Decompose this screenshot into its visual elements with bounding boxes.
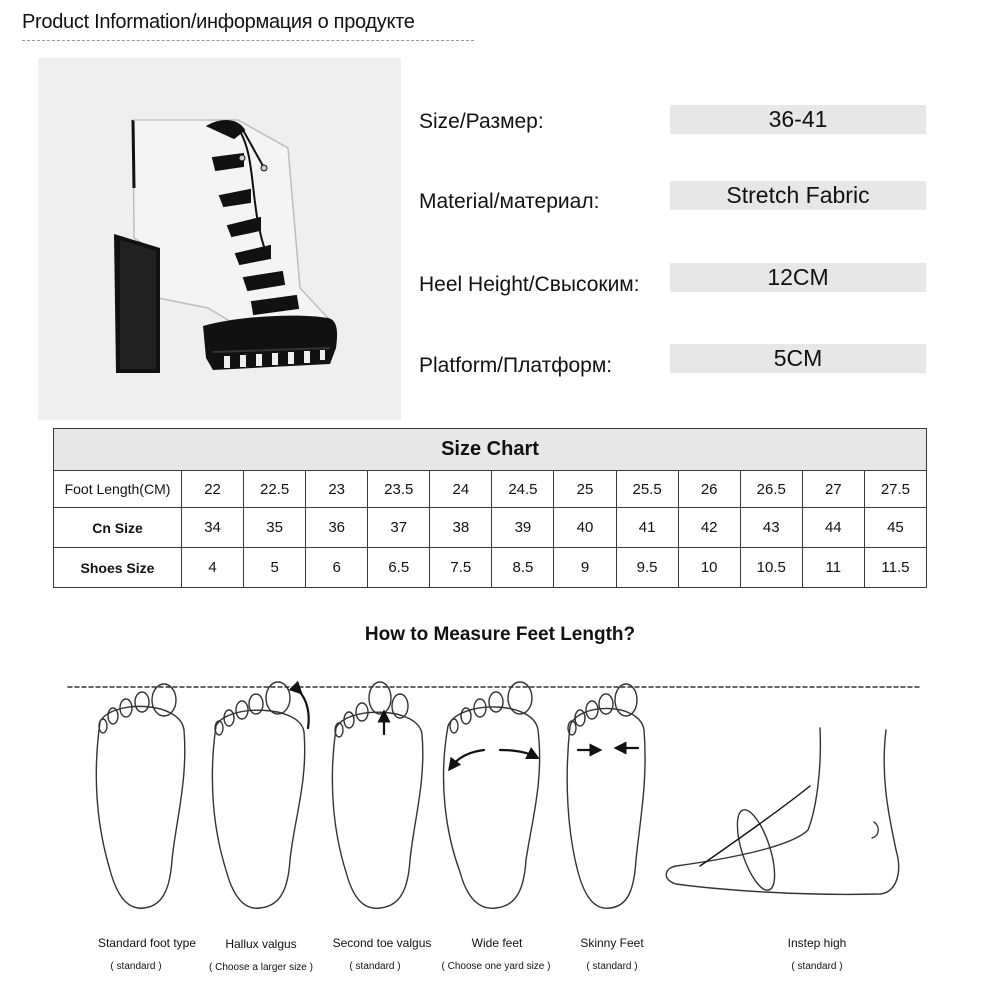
table-cell: 10.5 <box>740 548 802 588</box>
shoes-size-row <box>54 548 927 588</box>
second-toe-foot-icon <box>332 682 422 908</box>
table-cell: 6 <box>306 548 368 588</box>
size-chart-table <box>53 428 927 588</box>
table-cell: 41 <box>616 508 678 548</box>
table-cell: 37 <box>368 508 430 548</box>
table-cell: 25 <box>554 471 616 508</box>
boot-image <box>38 58 401 420</box>
skinny-foot-icon <box>567 684 645 908</box>
foot-note-skinny: ( standard ) <box>586 961 638 972</box>
foot-label-wide: Wide feet <box>471 936 523 950</box>
spec-heel-height-label: Heel Height/Свысоким: <box>419 273 640 296</box>
table-cell: 35 <box>244 508 306 548</box>
row-label: Foot Length(CM) <box>54 471 182 508</box>
table-cell: 38 <box>430 508 492 548</box>
foot-note-standard: ( standard ) <box>110 961 162 972</box>
table-cell: 9.5 <box>616 548 678 588</box>
foot-note-hallux-valgus: ( Choose a larger size ) <box>209 962 313 973</box>
table-cell: 24.5 <box>492 471 554 508</box>
foot-note-instep-high: ( standard ) <box>791 961 843 972</box>
table-cell: 40 <box>554 508 616 548</box>
table-cell: 45 <box>864 508 926 548</box>
table-cell: 11 <box>802 548 864 588</box>
table-cell: 34 <box>182 508 244 548</box>
spec-platform-label: Platform/Платформ: <box>419 354 613 377</box>
table-cell: 7.5 <box>430 548 492 588</box>
table-cell: 5 <box>244 548 306 588</box>
table-cell: 24 <box>430 471 492 508</box>
wide-foot-icon <box>444 682 540 908</box>
table-cell: 42 <box>678 508 740 548</box>
product-photo <box>38 58 401 420</box>
spec-heel-height-value: 12CM <box>670 263 926 292</box>
table-cell: 22 <box>182 471 244 508</box>
instep-high-foot-icon <box>666 728 898 894</box>
foot-label-hallux-valgus: Hallux valgus <box>225 937 297 951</box>
foot-note-second-toe: ( standard ) <box>349 961 401 972</box>
size-chart-title: Size Chart <box>54 429 927 471</box>
table-cell: 22.5 <box>244 471 306 508</box>
spec-size-value: 36-41 <box>670 105 926 134</box>
foot-label-standard: Standard foot type <box>97 936 197 950</box>
table-cell: 9 <box>554 548 616 588</box>
hallux-valgus-foot-icon <box>212 682 308 908</box>
table-cell: 4 <box>182 548 244 588</box>
foot-diagrams <box>0 670 1000 940</box>
header-divider <box>22 40 474 41</box>
spec-material-label: Material/материал: <box>419 190 600 213</box>
table-cell: 23.5 <box>368 471 430 508</box>
foot-label-skinny: Skinny Feet <box>580 936 644 950</box>
table-cell: 10 <box>678 548 740 588</box>
table-cell: 23 <box>306 471 368 508</box>
cn-size-row <box>54 508 927 548</box>
table-cell: 27.5 <box>864 471 926 508</box>
foot-note-wide: ( Choose one yard size ) <box>441 961 551 972</box>
foot-label-second-toe: Second toe valgus <box>332 936 432 950</box>
standard-foot-icon <box>96 684 184 908</box>
foot-length-row <box>54 471 927 508</box>
row-label: Shoes Size <box>54 548 182 588</box>
spec-size-label: Size/Размер: <box>419 110 544 133</box>
page-header-title: Product Information/информация о продукте <box>22 11 415 33</box>
table-cell: 11.5 <box>864 548 926 588</box>
table-cell: 8.5 <box>492 548 554 588</box>
foot-label-instep-high: Instep high <box>787 936 847 950</box>
table-cell: 39 <box>492 508 554 548</box>
table-cell: 26.5 <box>740 471 802 508</box>
row-label: Cn Size <box>54 508 182 548</box>
table-cell: 27 <box>802 471 864 508</box>
table-cell: 36 <box>306 508 368 548</box>
spec-platform-value: 5CM <box>670 344 926 373</box>
table-cell: 26 <box>678 471 740 508</box>
table-cell: 43 <box>740 508 802 548</box>
table-cell: 44 <box>802 508 864 548</box>
measure-title: How to Measure Feet Length? <box>364 624 636 645</box>
table-cell: 25.5 <box>616 471 678 508</box>
spec-material-value: Stretch Fabric <box>670 181 926 210</box>
table-cell: 6.5 <box>368 548 430 588</box>
